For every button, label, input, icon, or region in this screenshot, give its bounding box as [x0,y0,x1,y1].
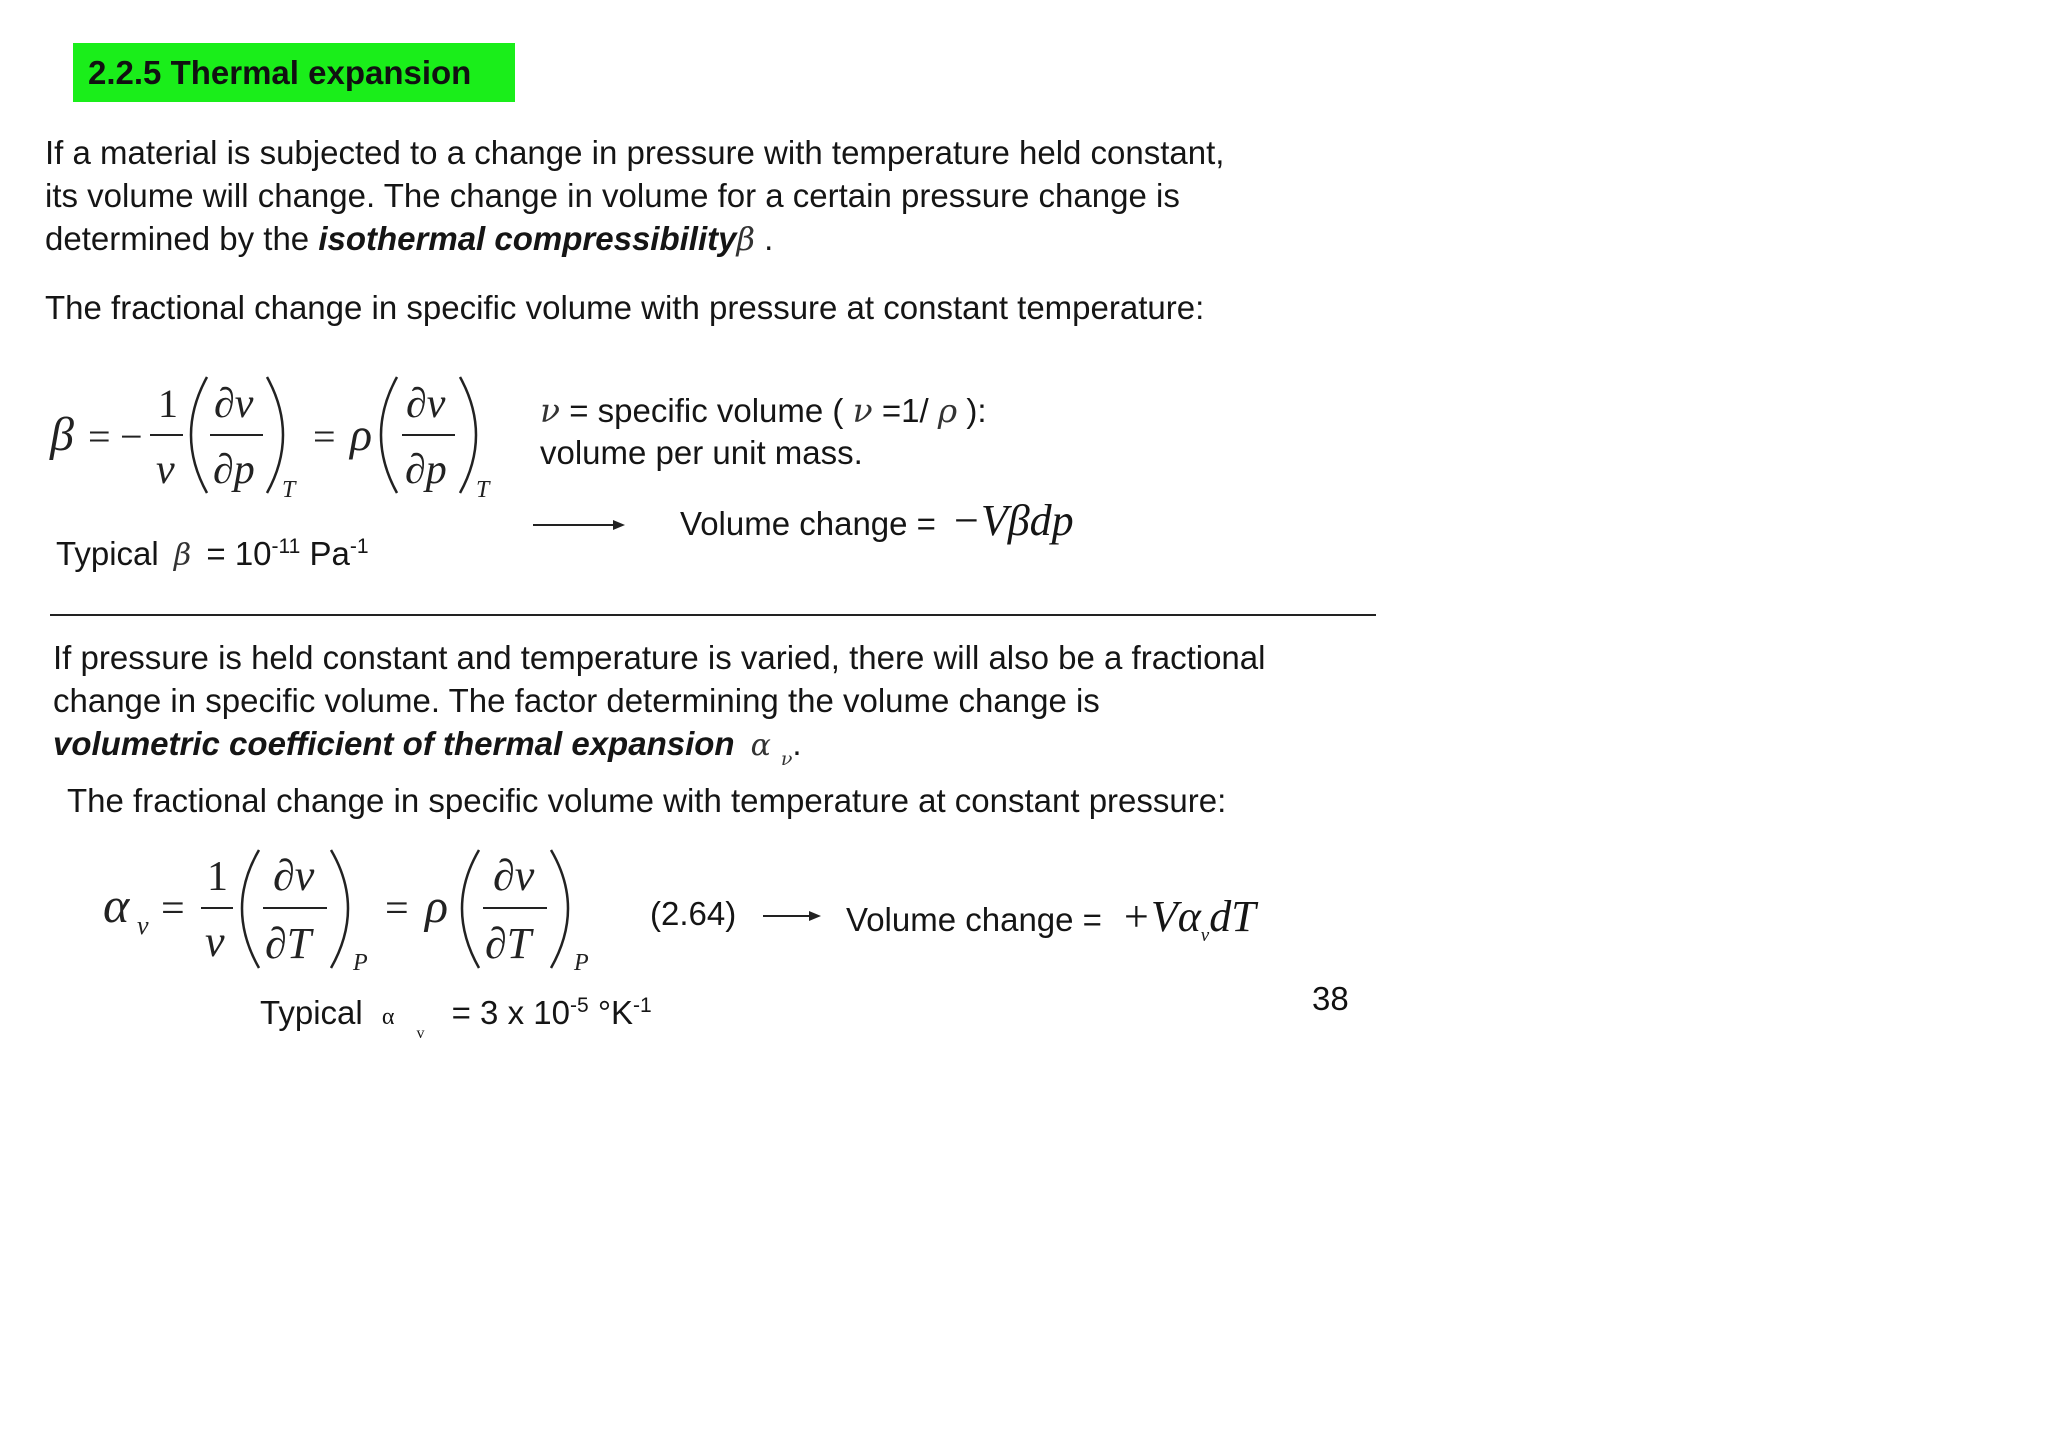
volume-change-temperature: Volume change = $+V\alpha_vdT$ [846,892,1256,946]
eq1-equals: = [88,414,111,459]
rho-symbol: ρ [937,391,958,430]
eq1-sub-T-2: T [476,477,490,503]
beta-symbol: β [736,220,755,258]
eq2-denominator-v: v [205,917,225,966]
eq1-dv-2: ∂v [406,381,446,427]
eq1-dp-2: ∂p [405,447,447,493]
eq2-right-paren [331,850,348,968]
intro-paragraph [45,131,1224,261]
fractional-change-pressure-text: The fractional change in specific volume with pressure at constant temperature: [45,289,1205,326]
eq1-dv: ∂v [214,381,254,427]
alpha-symbol: α [750,728,771,763]
eq2-alpha: α [103,877,130,933]
typical-beta: Typical $\beta = 10^{-11}$ $Pa^{-1}$ [56,535,369,573]
typical-alpha-symbol: α [381,1004,395,1030]
eq2-equals-2: = [385,886,409,932]
expansion-coefficient-term: volumetric coefficient of thermal expansion [53,725,735,762]
eq2-dv-2: ∂v [493,851,535,900]
eq2-right-paren-2 [551,850,568,968]
eq2-left-paren-2 [462,850,479,968]
nu-symbol-2: ν [852,391,873,430]
thermal-expansion-equation [95,840,615,980]
eq1-left-paren-2 [381,377,397,493]
section-divider [50,614,1376,616]
eq1-rho: ρ [350,409,373,460]
section-title-box [73,43,515,102]
compressibility-equation [40,365,510,505]
page-number: 38 [1312,980,1349,1017]
intro-line-2: its volume will change. The change in volume for a certain pressure change is [45,177,1180,214]
volume-change-pressure-formula: −Vβdp [951,496,1074,545]
equation-number: (2.64) [650,895,737,932]
eq2-sub-P-2: P [574,950,589,976]
arrow-right-icon [533,515,628,535]
eq1-minus: − [120,414,143,459]
eq2-dT-2: ∂T [485,919,532,968]
eq1-right-paren [267,377,283,493]
thermal-line-1: If pressure is held constant and temperature is varied, there will also be a fractional [53,639,1266,676]
eq2-numerator-one: 1 [207,854,228,900]
eq2-equals: = [161,886,185,932]
eq1-dp: ∂p [213,447,255,493]
specific-volume-note-line-2: volume per unit mass. [540,434,863,471]
thermal-paragraph [53,636,1266,770]
section-title: 2.2.5 Thermal expansion [88,53,472,91]
intro-line-3: determined by the isothermal compressibilityβ . [45,220,774,258]
eq1-sub-T: T [282,477,296,503]
eq2-left-paren [242,850,259,968]
eq1-equals-2: = [313,414,336,459]
eq2-rho: ρ [425,880,449,933]
fractional-change-temperature-text: The fractional change in specific volume with temperature at constant pressure: [67,782,1227,819]
eq2-dT: ∂T [265,919,312,968]
eq1-beta: β [50,408,74,461]
compressibility-term: isothermal compressibility [318,220,737,257]
eq1-numerator-one: 1 [158,381,178,426]
eq1-denominator-v: v [156,447,175,493]
volume-change-temperature-formula: $+V\alpha_vdT$ [1121,892,1256,946]
intro-line-1: If a material is subjected to a change in pressure with temperature held constant, [45,134,1225,171]
thermal-line-2: change in specific volume. The factor determining the volume change is [53,682,1100,719]
typical-alpha: Typical $\alpha_v = 3$ x $10^{-5}$ $^\circ K^{-1}$ [260,994,652,1042]
eq2-alpha-sub: v [137,911,149,940]
nu-symbol: ν [540,391,561,430]
eq1-right-paren-2 [460,377,476,493]
volume-change-pressure: Volume change = −Vβdp [680,496,1074,545]
eq2-dv: ∂v [273,851,315,900]
typical-beta-symbol: β [173,538,192,573]
specific-volume-note: ν = specific volume ( ν =1/ ρ ): volume per unit mass. [540,390,987,474]
eq1-left-paren [191,377,207,493]
thermal-line-3: volumetric coefficient of thermal expansion α $_\nu$. [53,725,802,770]
eq2-sub-P: P [353,950,368,976]
arrow-right-icon [763,906,825,926]
